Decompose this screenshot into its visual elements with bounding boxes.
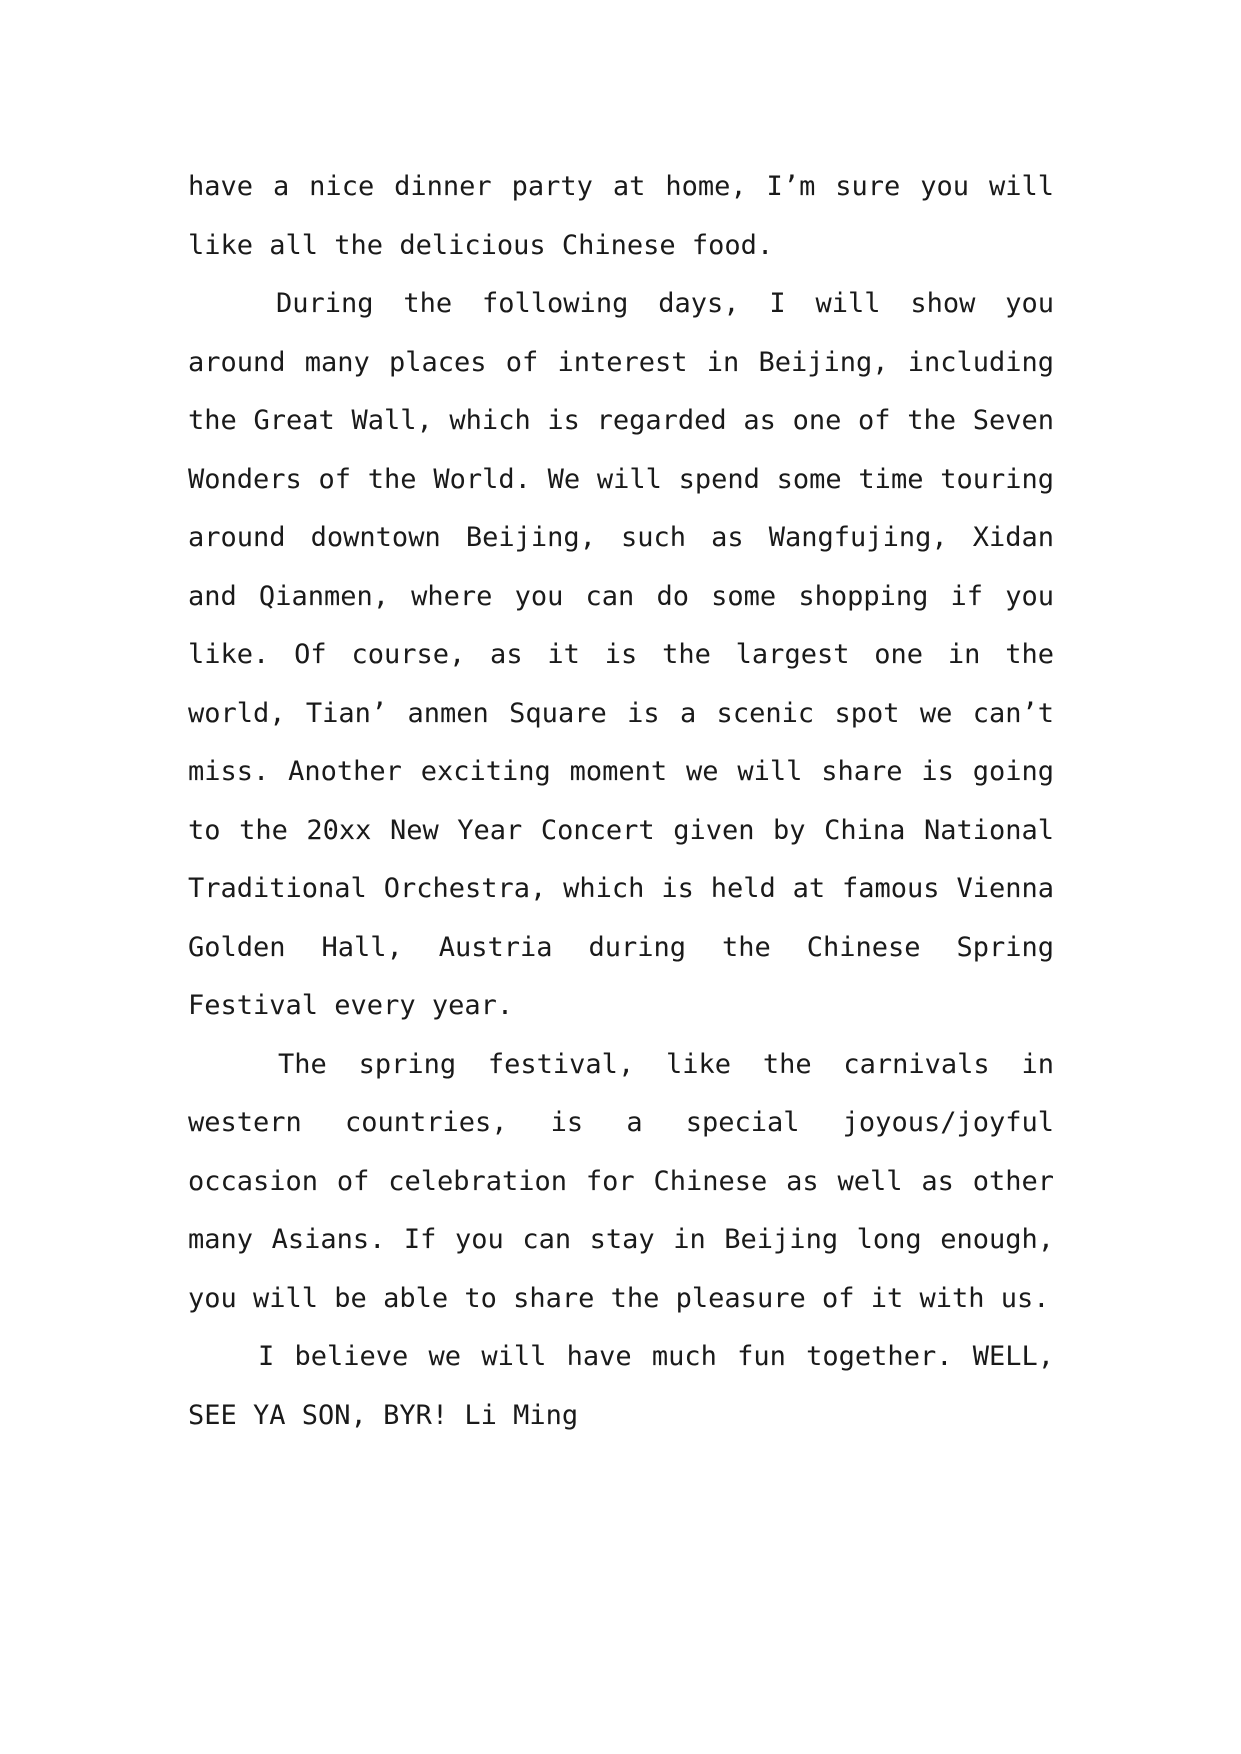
paragraph-spring-festival: The spring festival, like the carnivals in western countries, is a special joyous/joyful occasion of celebration for Chinese as well as other many Asians. If you can stay in Beijing long enough, you will be able to share the pleasure of it with us. <box>188 1048 1054 1314</box>
paragraph-closing: I believe we will have much fun together. WELL, SEE YA SON, BYR! Li Ming <box>188 1341 1054 1431</box>
paragraph-dinner-party: have a nice dinner party at home, I’m sure you will like all the delicious Chinese food. <box>188 171 1054 261</box>
letter-body <box>188 158 1054 1445</box>
paragraph-places-of-interest: During the following days, I will show you around many places of interest in Beijing, including the Great Wall, which is regarded as one of the Seven Wonders of the World. We will spend some time touring around downtown Beijing, such as Wangfujing, Xidan and Qianmen, where you can do some shopping if you like. Of course, as it is the largest one in the world, Tian’ anmen Square is a scenic spot we can’t miss. Another exciting moment we will share is going to the 20xx New Year Concert given by China National Traditional Orchestra, which is held at famous Vienna Golden Hall, Austria during the Chinese Spring Festival every year. <box>188 288 1054 1021</box>
